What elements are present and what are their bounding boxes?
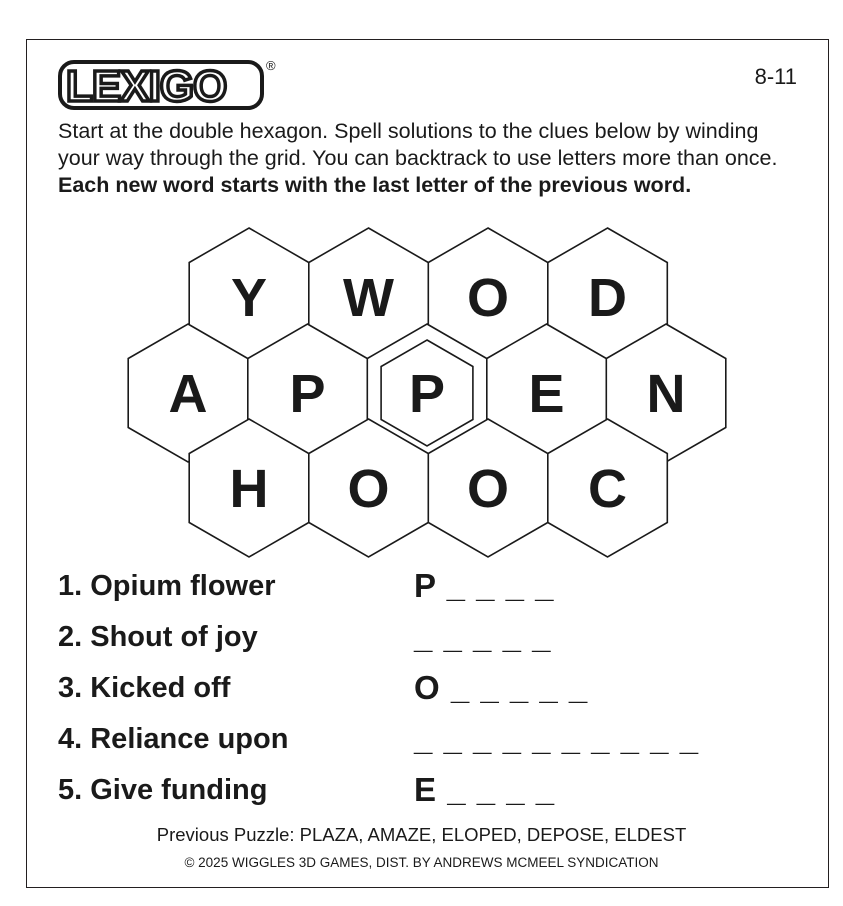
answer-given-letter: E [414,771,438,808]
hex-letter: O [347,459,390,519]
answer-blanks: _ _ _ _ _ _ _ _ _ _ [414,720,700,757]
clue-label: 5. Give funding [58,774,268,806]
clue-label: 2. Shout of joy [58,621,258,653]
answer-blanks: _ _ _ _ [447,771,556,808]
hex-letter: O [467,268,510,328]
logo-text: LEXIGO [66,62,227,111]
answer-slot[interactable] [414,669,588,707]
clue-label: 1. Opium flower [58,570,276,602]
hex-letter: C [588,459,628,519]
hex-letter: A [168,364,208,424]
answer-slot[interactable] [414,771,555,809]
registered-mark: ® [266,58,276,73]
hex-letter: O [467,459,510,519]
copyright-notice: © 2025 WIGGLES 3D GAMES, DIST. BY ANDREWS MCMEEL SYNDICATION [184,855,659,870]
instructions-rule: Each new word starts with the last letter of the previous word. [58,173,692,197]
hex-letter: P [289,364,326,424]
hex-letter: E [528,364,565,424]
answer-given-letter: O [414,669,441,706]
puzzle-id: 8-11 [754,64,797,89]
answer-blanks: _ _ _ _ [446,567,555,604]
clue-label: 4. Reliance upon [58,723,289,755]
answer-blanks: _ _ _ _ _ [414,618,552,655]
hex-letter: W [343,268,394,328]
hex-letter: N [646,364,686,424]
hex-letter: P [409,364,446,424]
hex-letter: H [229,459,269,519]
answer-given-letter: P [414,567,437,604]
answer-slot[interactable] [414,618,551,656]
answer-slot[interactable] [414,720,699,758]
answer-slot[interactable] [414,567,555,605]
answer-blanks: _ _ _ _ _ [450,669,589,706]
instructions-text: Start at the double hexagon. Spell solutions to the clues below by winding your way through the grid. You can backtrack to use letters more than once. [58,119,778,170]
previous-puzzle-answers: Previous Puzzle: PLAZA, AMAZE, ELOPED, DEPOSE, ELDEST [156,824,687,845]
hex-letter: Y [230,268,268,328]
hex-letter: D [588,268,628,328]
clue-label: 3. Kicked off [58,672,231,704]
